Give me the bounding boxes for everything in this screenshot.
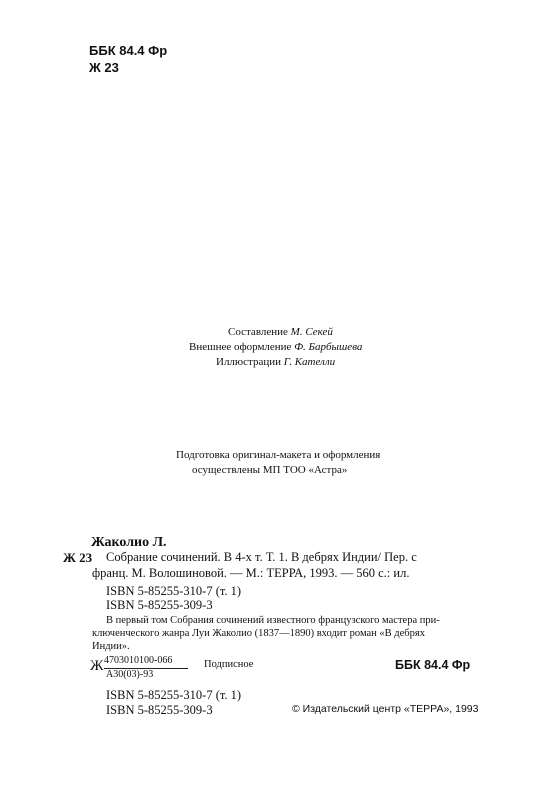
catalog-isbn-set: ISBN 5-85255-309-3 xyxy=(106,598,213,612)
subscription-label: Подписное xyxy=(204,659,254,670)
annotation-line-3: Индии». xyxy=(92,641,130,652)
credit-cover-design xyxy=(189,341,362,353)
catalog-isbn-volume: ISBN 5-85255-310-7 (т. 1) xyxy=(106,584,242,598)
credit-label: Внешнее оформление xyxy=(189,341,292,353)
bbk-code-top: ББК 84.4 Фр xyxy=(89,43,168,58)
credit-label: Иллюстрации xyxy=(216,356,282,368)
formula-letter: Ж xyxy=(90,658,104,674)
preparation-line-2: осуществлены МП ТОО «Астра» xyxy=(192,464,348,476)
footer-isbn-set: ISBN 5-85255-309-3 xyxy=(106,703,213,717)
author-mark-top: Ж 23 xyxy=(89,60,119,75)
catalog-author: Жаколио Л. xyxy=(91,535,167,550)
catalog-description-line-1: Собрание сочинений. В 4-х т. Т. 1. В дебрях Индии/ Пер. с xyxy=(106,550,417,564)
annotation-line-2: ключенческого жанра Луи Жаколио (1837—1890) входит роман «В дебрях xyxy=(92,628,425,639)
preparation-line-1: Подготовка оригинал-макета и оформления xyxy=(176,449,381,461)
copyright: © Издательский центр «ТЕРРА», 1993 xyxy=(292,703,479,715)
formula-denominator: А30(03)-93 xyxy=(106,669,154,680)
credit-illustrations xyxy=(216,356,335,368)
footer-isbn-volume: ISBN 5-85255-310-7 (т. 1) xyxy=(106,688,242,702)
credit-compiler xyxy=(228,326,333,338)
catalog-description-line-2: франц. М. Волошиновой. — М.: ТЕРРА, 1993. — 560 с.: ил. xyxy=(92,566,410,580)
credit-name: Ф. Барбышева xyxy=(294,341,363,353)
credit-name: Г. Кателли xyxy=(283,356,336,368)
catalog-author-mark: Ж 23 xyxy=(63,550,93,565)
credit-label: Составление xyxy=(228,326,288,338)
annotation-line-1: В первый том Собрания сочинений известного французского мастера при- xyxy=(106,615,440,626)
credit-name: М. Секей xyxy=(290,326,333,338)
catalog-bbk: ББК 84.4 Фр xyxy=(395,658,471,672)
formula-numerator: 4703010100-066 xyxy=(104,655,173,666)
